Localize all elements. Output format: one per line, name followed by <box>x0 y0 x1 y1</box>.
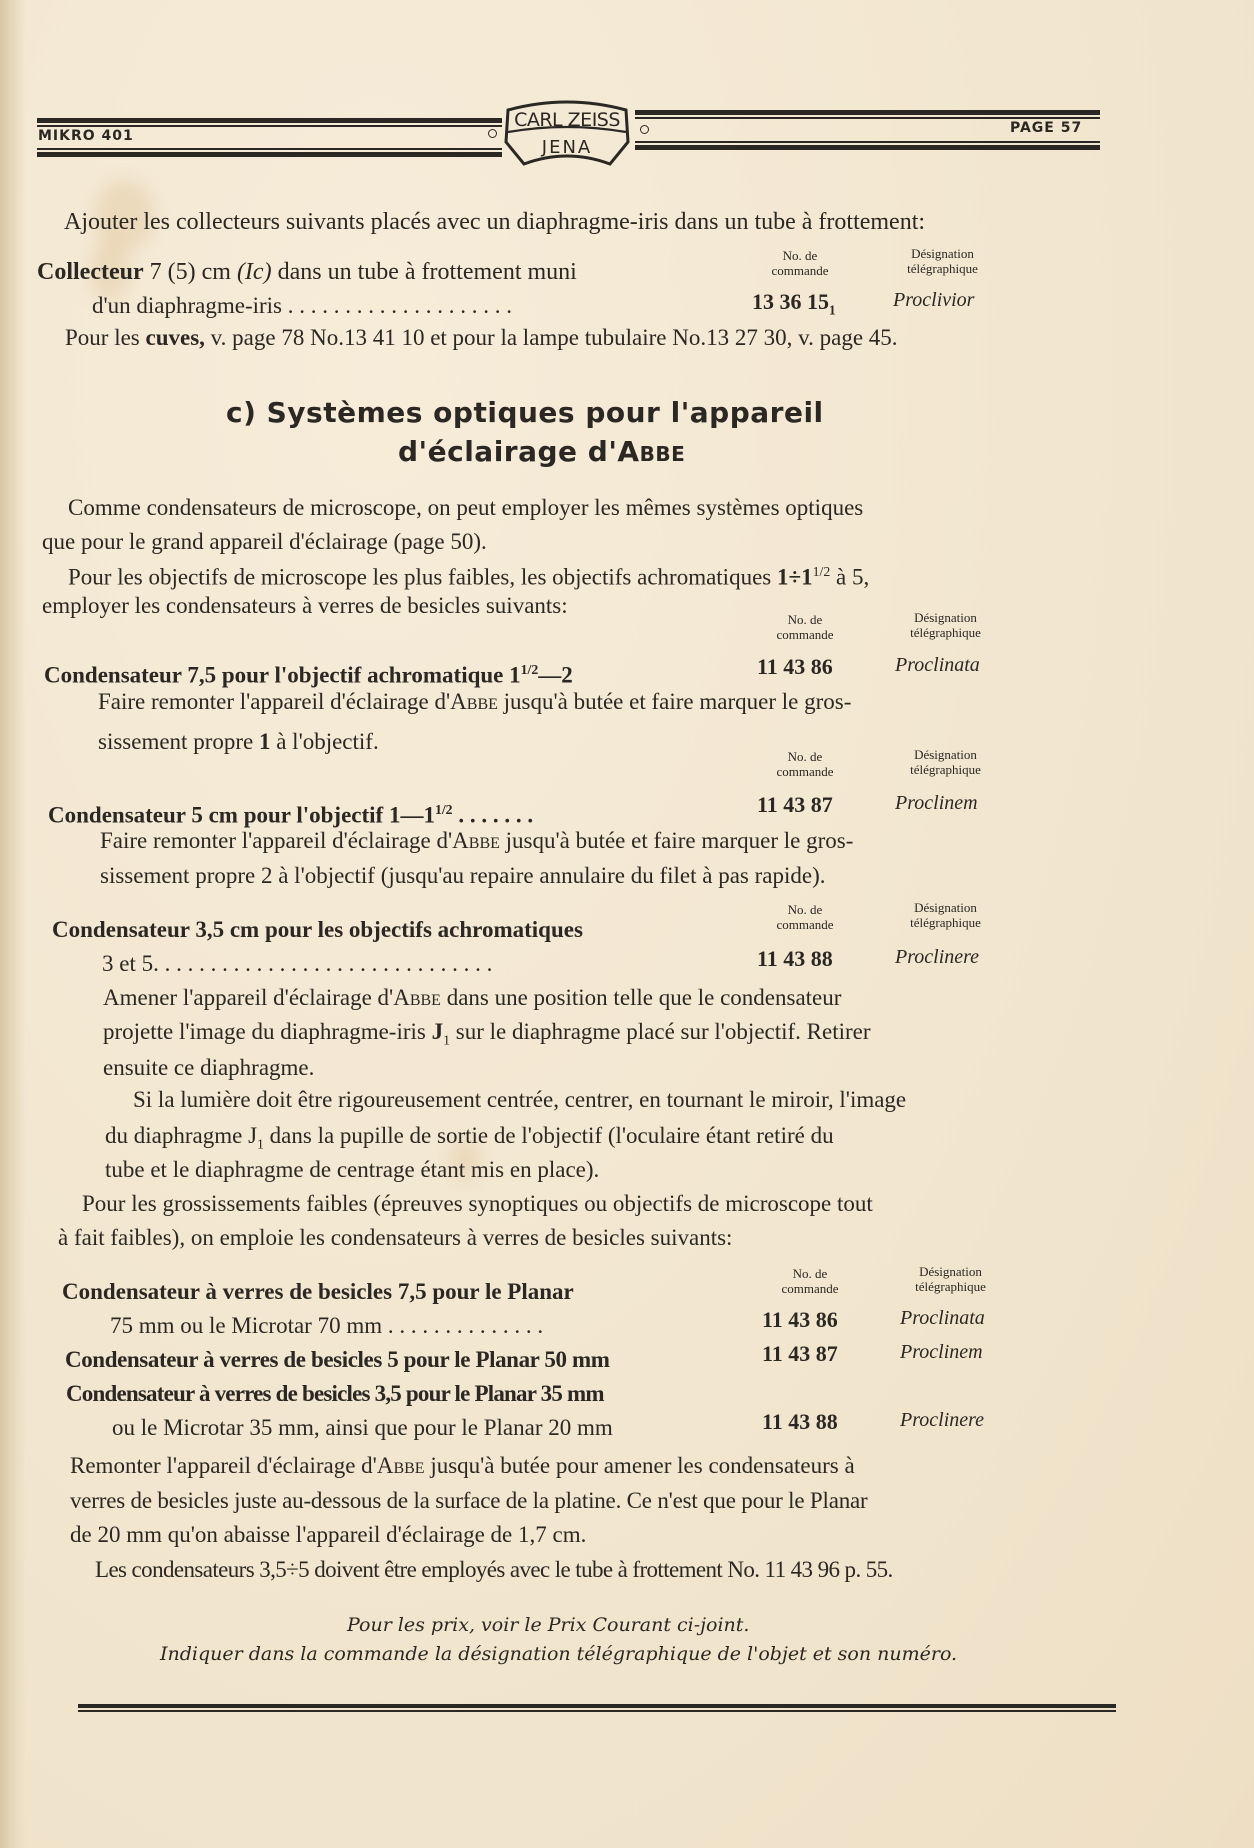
header-rule <box>635 145 1100 150</box>
order-number: 11 43 86 <box>757 654 833 679</box>
footer-price-note: Pour les prix, voir le Prix Courant ci-joint. <box>347 1614 750 1636</box>
paragraph-line: Comme condensateurs de microscope, on peut employer les mêmes systèmes optiques <box>68 495 864 520</box>
ornament-dot <box>488 129 497 138</box>
paragraph-line: employer les condensateurs à verres de besicles suivants: <box>42 593 568 618</box>
paragraph-line: tube et le diaphragme de centrage étant mis en place). <box>105 1157 600 1182</box>
cuves-reference: Pour les cuves, v. page 78 No.13 41 10 et pour la lampe tubulaire No.13 27 30, v. page 45. <box>65 325 898 350</box>
ornament-dot <box>640 125 649 134</box>
condenser-note: projette l'image du diaphragme-iris $J_1$ sur le diaphragme placé sur l'objectif. Retirer <box>103 1019 871 1048</box>
header-rule <box>635 110 1100 115</box>
spectacle-condenser-title-line2: ou le Microtar 35 mm, ainsi que pour le Planar 20 mm <box>112 1415 613 1440</box>
condenser-note: sissement propre 1 à l'objectif. <box>98 729 379 754</box>
header-page-number: PAGE 57 <box>1010 120 1083 136</box>
collector-desc: dans un tube à frottement muni <box>271 259 577 285</box>
collector-designation: (Ic) <box>236 259 272 285</box>
col-header-telegraph: Désignation télégraphique <box>910 747 981 777</box>
paragraph-line: Si la lumière doit être rigoureusement centrée, centrer, en tournant le miroir, l'image <box>133 1087 907 1112</box>
order-number: 13 36 $15_1$ <box>752 289 836 318</box>
final-note: Les condensateurs 3,5÷5 doivent être employés avec le tube à frottement No. 11 43 96 p. 55. <box>95 1557 893 1582</box>
spectacle-condenser-title-line2: 75 mm ou le Microtar 70 mm . . . . . . . . . . . . . . <box>110 1313 544 1338</box>
col-header-telegraph: Désignation télégraphique <box>910 900 981 930</box>
header-rule <box>635 141 1100 143</box>
spectacle-condenser-title: Condensateur à verres de besicles 3,5 pour le Planar 35 mm <box>66 1381 604 1406</box>
condenser-item-title-line2: 3 et 5. . . . . . . . . . . . . . . . . . . . . . . . . . . . . . <box>102 951 493 976</box>
paragraph-line: verres de besicles juste au-dessous de la surface de la platine. Ce n'est que pour le Planar <box>70 1488 868 1513</box>
col-header-telegraph: Désignation télégraphique <box>910 610 981 640</box>
svg-text:JENA: JENA <box>541 137 593 158</box>
paragraph-line: que pour le grand appareil d'éclairage (page 50). <box>42 529 487 554</box>
paragraph-line: de 20 mm qu'on abaisse l'appareil d'éclairage de 1,7 cm. <box>70 1522 587 1547</box>
section-title-line2: d'éclairage d'Abbe <box>398 435 686 468</box>
paragraph-line: Pour les objectifs de microscope les plus faibles, les objectifs achromatiques $1\div 1^{1/2}$ à 5, <box>68 564 870 590</box>
telegraph-code: Proclinere <box>895 946 980 968</box>
telegraph-code: Proclinata <box>895 654 980 676</box>
section-title-line1: c) Systèmes optiques pour l'appareil <box>226 396 824 429</box>
header-rule <box>37 118 502 123</box>
page-binding-shadow <box>0 0 26 1848</box>
svg-text:CARL ZEISS: CARL ZEISS <box>514 109 620 131</box>
col-header-order-no: No. de commande <box>776 612 834 642</box>
order-number: 11 43 87 <box>757 792 833 817</box>
condenser-note: sissement propre 2 à l'objectif (jusqu'au repaire annulaire du filet à pas rapide). <box>100 863 826 888</box>
spectacle-condenser-title: Condensateur à verres de besicles 5 pour le Planar 50 mm <box>65 1347 610 1372</box>
condenser-note: Faire remonter l'appareil d'éclairage d'Abbe jusqu'à butée et faire marquer le gros- <box>100 828 854 853</box>
header-rule <box>37 148 502 150</box>
col-header-order-no: No. de commande <box>781 1266 839 1296</box>
condenser-item-title: Condensateur 7,5 pour l'objectif achromatique $1^{1/2}—2$ <box>44 662 573 688</box>
footer-rule <box>78 1710 1116 1712</box>
condenser-note: ensuite ce diaphragme. <box>103 1055 315 1080</box>
collector-label: Collecteur <box>37 259 144 285</box>
condenser-item-title: Condensateur 3,5 cm pour les objectifs achromatiques <box>52 917 583 942</box>
col-header-telegraph: Désignation télégraphique <box>907 246 978 276</box>
col-header-order-no: No. de commande <box>776 902 834 932</box>
paragraph-line: Remonter l'appareil d'éclairage d'Abbe jusqu'à butée pour amener les condensateurs à <box>70 1453 855 1478</box>
order-number: 11 43 88 <box>762 1409 838 1434</box>
telegraph-code: Proclinem <box>900 1341 983 1363</box>
order-number: 11 43 87 <box>762 1341 838 1366</box>
intro-sentence: Ajouter les collecteurs suivants placés avec un diaphragme-iris dans un tube à frottement: <box>64 209 926 235</box>
condenser-item-title: Condensateur 5 cm pour l'objectif $1—1^{1/2}$ . . . . . . . <box>48 802 534 828</box>
condenser-note: Amener l'appareil d'éclairage d'Abbe dans une position telle que le condensateur <box>103 985 842 1010</box>
col-header-order-no: No. de commande <box>771 248 829 278</box>
order-number: 11 43 88 <box>757 946 833 971</box>
telegraph-code: Proclinem <box>895 792 978 814</box>
telegraph-code: Proclivior <box>893 289 975 311</box>
spectacle-condenser-title: Condensateur à verres de besicles 7,5 pour le Planar <box>62 1279 574 1304</box>
col-header-order-no: No. de commande <box>776 749 834 779</box>
header-rule <box>37 152 502 157</box>
paragraph-line: à fait faibles), on emploie les condensateurs à verres de besicles suivants: <box>58 1225 733 1250</box>
collector-size: 7 (5) cm <box>143 259 237 285</box>
header-catalog-id: MIKRO 401 <box>38 128 134 144</box>
telegraph-code: Proclinata <box>900 1307 985 1329</box>
header-rule <box>37 125 502 127</box>
paragraph-line: Pour les grossissements faibles (épreuves synoptiques ou objectifs de microscope tout <box>82 1191 873 1216</box>
footer-order-note: Indiquer dans la commande la désignation télégraphique de l'objet et son numéro. <box>160 1643 958 1665</box>
col-header-telegraph: Désignation télégraphique <box>915 1264 986 1294</box>
order-number: 11 43 86 <box>762 1307 838 1332</box>
telegraph-code: Proclinere <box>900 1409 985 1431</box>
footer-rule <box>78 1704 1116 1708</box>
condenser-note: Faire remonter l'appareil d'éclairage d'Abbe jusqu'à butée et faire marquer le gros- <box>98 689 852 714</box>
header-rule <box>635 117 1100 119</box>
paragraph-line: du diaphragme $J_1$ dans la pupille de sortie de l'objectif (l'oculaire étant retiré du <box>105 1123 834 1152</box>
collector-item-title <box>37 258 577 286</box>
collector-item-line2: d'un diaphragme-iris . . . . . . . . . . . . . . . . . . . . <box>92 293 513 318</box>
carl-zeiss-jena-logo <box>502 98 632 168</box>
